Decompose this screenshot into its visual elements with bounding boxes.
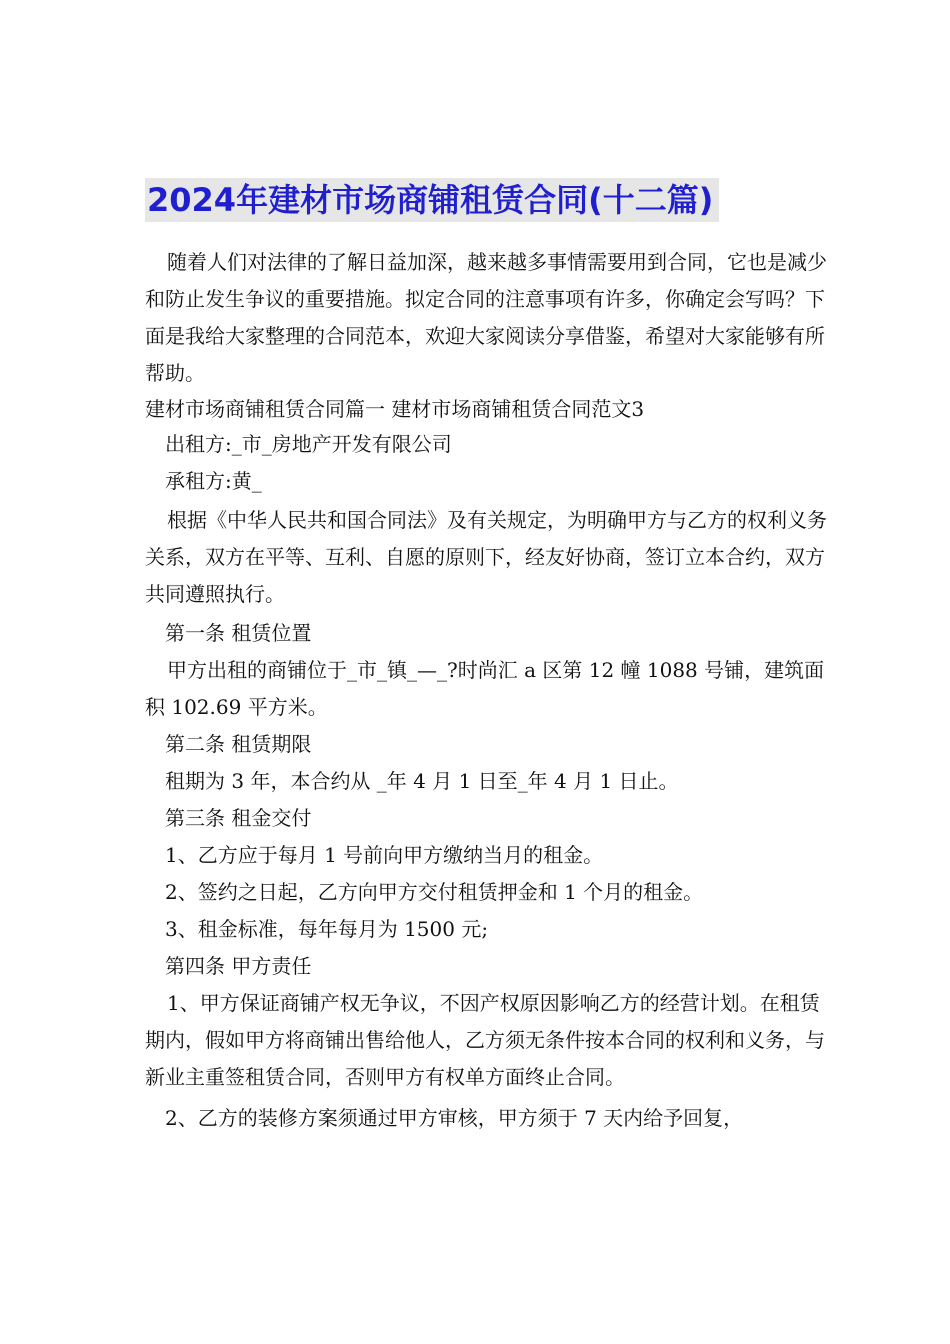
article-2-body: 租期为 3 年，本合约从 _年 4 月 1 日至_年 4 月 1 日止。 (165, 769, 679, 793)
document-title: 2024年建材市场商铺租赁合同(十二篇) (145, 178, 719, 222)
article-4-item-2: 2、乙方的装修方案须通过甲方审核，甲方须于 7 天内给予回复， (165, 1106, 744, 1130)
lessee-line: 承租方:黄_ (165, 469, 262, 493)
article-1-heading: 第一条 租赁位置 (165, 621, 312, 645)
article-2-heading: 第二条 租赁期限 (165, 732, 312, 756)
article-4-heading: 第四条 甲方责任 (165, 954, 312, 978)
section-heading-contract-1: 建材市场商铺租赁合同篇一 建材市场商铺租赁合同范文3 (145, 397, 645, 421)
article-3-heading: 第三条 租金交付 (165, 806, 312, 830)
article-3-item-2: 2、签约之日起，乙方向甲方交付租赁押金和 1 个月的租金。 (165, 880, 704, 904)
article-3-item-3: 3、租金标准，每年每月为 1500 元; (165, 917, 489, 941)
intro-paragraph: 随着人们对法律的了解日益加深，越来越多事情需要用到合同，它也是减少和防止发生争议的重要措施。拟定合同的注意事项有许多，你确定会写吗？下面是我给大家整理的合同范本，欢迎大家阅读分享借鉴，希望对大家能够有所帮助。 (145, 250, 827, 385)
article-4-item-1: 1、甲方保证商铺产权无争议，不因产权原因影响乙方的经营计划。在租赁期内，假如甲方将商铺出售给他人，乙方须无条件按本合同的权利和义务，与新业主重签租赁合同，否则甲方有权单方面终止合同。 (145, 991, 825, 1089)
document-body (145, 244, 833, 1137)
lessor-line: 出租方:_市_房地产开发有限公司 (165, 432, 452, 456)
article-3-item-1: 1、乙方应于每月 1 号前向甲方缴纳当月的租金。 (165, 843, 604, 867)
article-1-body: 甲方出租的商铺位于_市_镇_—_?时尚汇 a 区第 12 幢 1088 号铺，建筑面积 102.69 平方米。 (145, 658, 825, 719)
preamble-paragraph: 根据《中华人民共和国合同法》及有关规定，为明确甲方与乙方的权利义务关系，双方在平等、互利、自愿的原则下，经友好协商，签订立本合约，双方共同遵照执行。 (145, 508, 827, 606)
